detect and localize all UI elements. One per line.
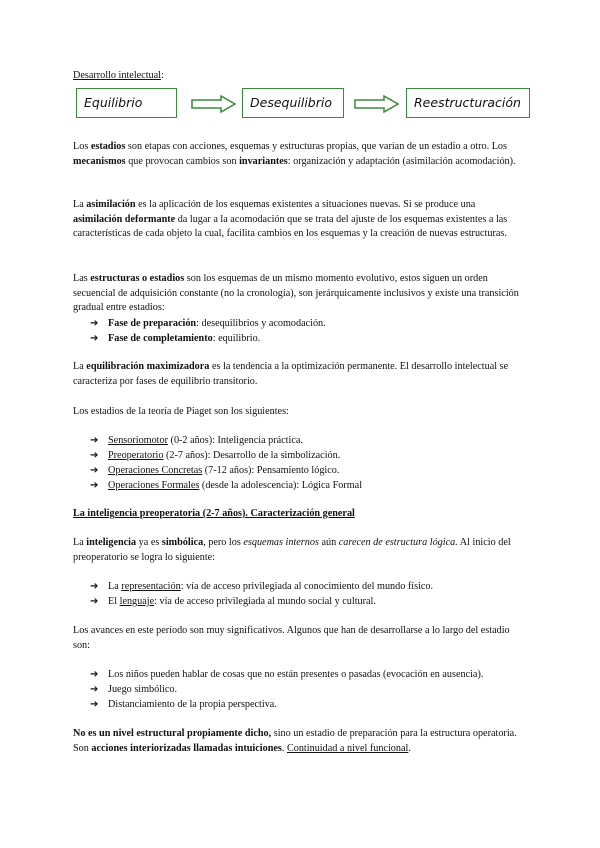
flow-box-equilibrio: Equilibrio	[76, 88, 177, 118]
arrow-bullet-icon: ➔	[90, 333, 99, 344]
arrow-bullet-icon: ➔	[90, 684, 99, 695]
list-item: ➔ El lenguaje: vía de acceso privilegiada al mundo social y cultural.	[90, 595, 530, 610]
arrow-bullet-icon: ➔	[90, 669, 99, 680]
arrow-bullet-icon: ➔	[90, 435, 99, 446]
list-logros	[90, 580, 530, 610]
paragraph-asimilacion: La asimilación es la aplicación de los esquemas existentes a situaciones nuevas. Si se produce una asimilación deformante da lugar a la acomodación que se trata del ajuste de los esquemas existentes a las características de cada objeto la cual, facilita cambios en los esquemas y la creación de nuevas estructuras.	[73, 199, 508, 240]
list-estadios	[90, 434, 530, 494]
list-item: ➔ Operaciones Concretas (7-12 años): Pensamiento lógico.	[90, 464, 530, 479]
flow-arrow-1	[191, 95, 237, 113]
arrow-bullet-icon: ➔	[90, 699, 99, 710]
list-avances	[90, 668, 530, 713]
section-title: La inteligencia preoperatoria (2-7 años). Caracterización general	[73, 508, 355, 519]
arrow-bullet-icon: ➔	[90, 581, 99, 592]
list-fases	[90, 317, 530, 347]
list-item: ➔ Sensoriomotor (0-2 años): Inteligencia práctica.	[90, 434, 530, 449]
list-item: ➔ Preoperatorio (2-7 años): Desarrollo de la simbolización.	[90, 449, 530, 464]
flow-box-reestructuracion: Reestructuración	[406, 88, 530, 118]
flow-box-desequilibrio: Desequilibrio	[242, 88, 344, 118]
list-item: ➔ Distanciamiento de la propia perspectiva.	[90, 698, 530, 713]
list-item: ➔ Los niños pueden hablar de cosas que no están presentes o pasadas (evocación en ausencia).	[90, 668, 530, 683]
paragraph-avances: Los avances en este período son muy significativos. Algunos que han de desarrollarse a lo largo del estadio son:	[73, 625, 510, 651]
paragraph-estadios-piaget: Los estadios de la teoría de Piaget son los siguientes:	[73, 406, 289, 417]
arrow-bullet-icon: ➔	[90, 450, 99, 461]
arrow-bullet-icon: ➔	[90, 465, 99, 476]
arrow-bullet-icon: ➔	[90, 318, 99, 329]
list-item: ➔ Fase de preparación: desequilibrios y acomodación.	[90, 317, 530, 332]
arrow-bullet-icon: ➔	[90, 480, 99, 491]
flow-diagram	[76, 88, 536, 120]
list-item: ➔ Juego simbólico.	[90, 683, 530, 698]
list-item: ➔ La representación: vía de acceso privilegiada al conocimiento del mundo físico.	[90, 580, 530, 595]
paragraph-equilibracion: La equilibración maximizadora es la tendencia a la optimización permanente. El desarrollo intelectual se caracteriza por fases de equilibrio transitorio.	[73, 361, 509, 387]
section-heading: Desarrollo intelectual:	[73, 70, 164, 81]
list-item: ➔ Fase de completamiento: equilibrio.	[90, 332, 530, 347]
paragraph-nivel-estructural: No es un nivel estructural propiamente dicho, sino un estadio de preparación para la estructura operatoria. Son acciones interiorizadas llamadas intuiciones. Continuidad a nivel funcional.	[73, 728, 517, 754]
arrow-bullet-icon: ➔	[90, 596, 99, 607]
flow-arrow-2	[354, 95, 400, 113]
paragraph-inteligencia: La inteligencia ya es simbólica, pero los esquemas internos aún carecen de estructura lógica. Al inicio del preoperatorio se logra lo siguiente:	[73, 537, 511, 563]
list-item: ➔ Operaciones Formales (desde la adolescencia): Lógica Formal	[90, 479, 530, 494]
paragraph-estructuras: Las estructuras o estadios son los esquemas de un mismo momento evolutivo, estos siguen un orden secuencial de adquisición constante (no la cronología), son jerárquicamente inclusivos y existe una transición gradual entre estadios:	[73, 273, 519, 314]
paragraph-estadios: Los estadios son etapas con acciones, esquemas y estructuras propias, que varían de un estadio a otro. Los mecanismos que provocan cambios son invariantes: organización y adaptación (asimilación acomodación).	[73, 141, 516, 167]
